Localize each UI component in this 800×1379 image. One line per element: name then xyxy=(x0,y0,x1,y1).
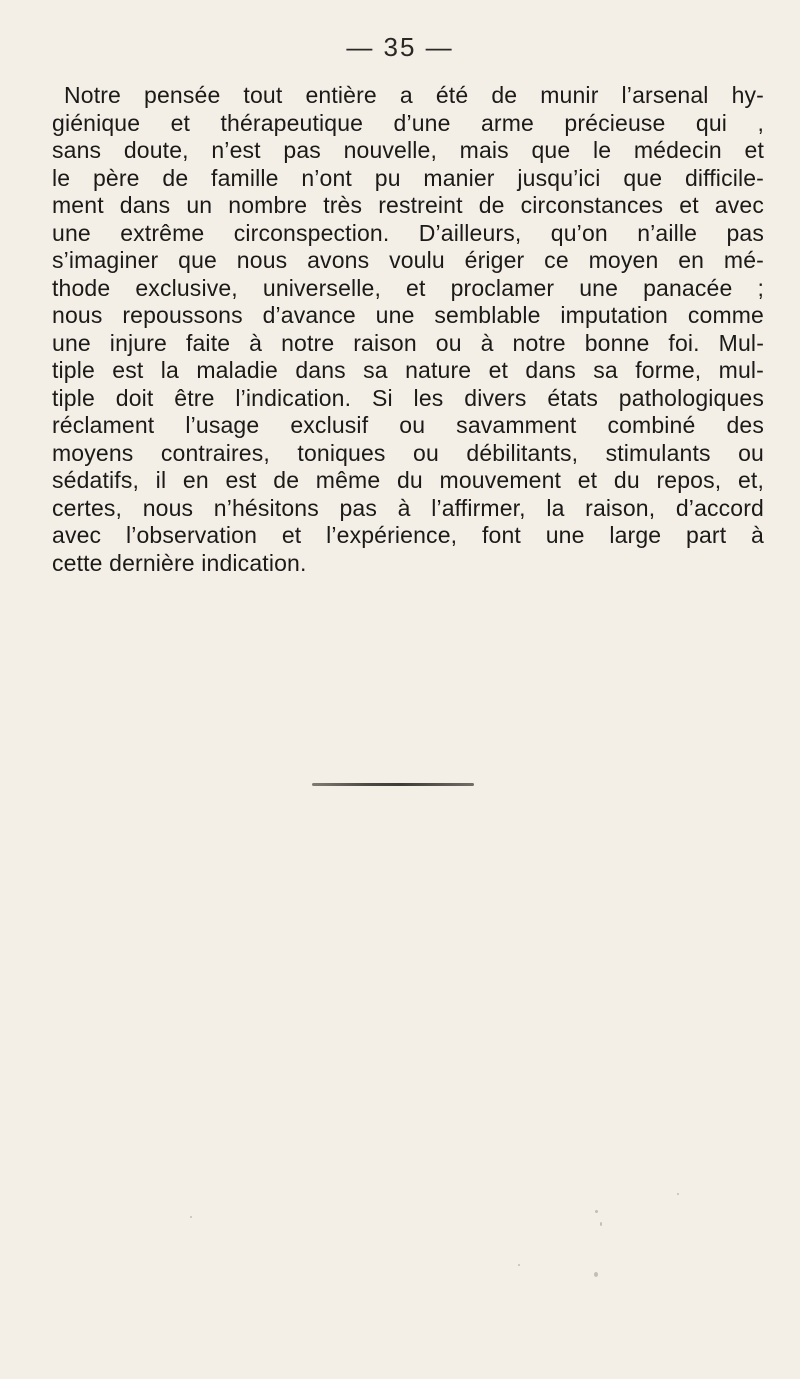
ink-speck xyxy=(600,1222,602,1226)
paragraph-line: moyens contraires, toniques ou débilitants, stimulants ou xyxy=(52,439,764,466)
paragraph-line: avec l’observation et l’expérience, font une large part à xyxy=(52,522,764,548)
page-number: — 35 — xyxy=(346,32,454,62)
ink-speck xyxy=(595,1210,598,1213)
paragraph-line: sédatifs, il en est de même du mouvement et du repos, et, xyxy=(52,467,764,493)
paragraph-line: cette dernière indication. xyxy=(52,549,307,576)
paragraph-line: une injure faite à notre raison ou à notre bonne foi. Mul- xyxy=(52,329,764,356)
paragraph-line: thode exclusive, universelle, et proclamer une panacée ; xyxy=(52,274,764,301)
paragraph-line: tiple est la maladie dans sa nature et dans sa forme, mul- xyxy=(52,357,764,383)
paragraph-line: s’imaginer que nous avons voulu ériger ce moyen en mé- xyxy=(52,247,764,273)
paragraph-line: sans doute, n’est pas nouvelle, mais que le médecin et xyxy=(52,137,764,163)
ink-speck xyxy=(190,1216,192,1218)
body-paragraph xyxy=(52,82,764,577)
paragraph-line: le père de famille n’ont pu manier jusqu’ici que difficile- xyxy=(52,164,764,191)
ink-speck xyxy=(594,1272,598,1277)
ink-speck xyxy=(518,1264,520,1266)
paragraph-line: tiple doit être l’indication. Si les divers états pathologiques xyxy=(52,384,764,411)
paragraph-line: ment dans un nombre très restreint de circonstances et avec xyxy=(52,192,764,218)
paragraph-line: une extrême circonspection. D’ailleurs, qu’on n’aille pas xyxy=(52,219,764,246)
paragraph-line: nous repoussons d’avance une semblable imputation comme xyxy=(52,302,764,328)
ink-speck xyxy=(677,1193,679,1195)
section-divider xyxy=(312,783,474,786)
paragraph-line: réclament l’usage exclusif ou savamment combiné des xyxy=(52,412,764,438)
paragraph-line: certes, nous n’hésitons pas à l’affirmer, la raison, d’accord xyxy=(52,494,764,521)
paragraph-line: Notre pensée tout entière a été de munir l’arsenal hy- xyxy=(64,82,764,108)
paragraph-line: giénique et thérapeutique d’une arme précieuse qui , xyxy=(52,109,764,136)
